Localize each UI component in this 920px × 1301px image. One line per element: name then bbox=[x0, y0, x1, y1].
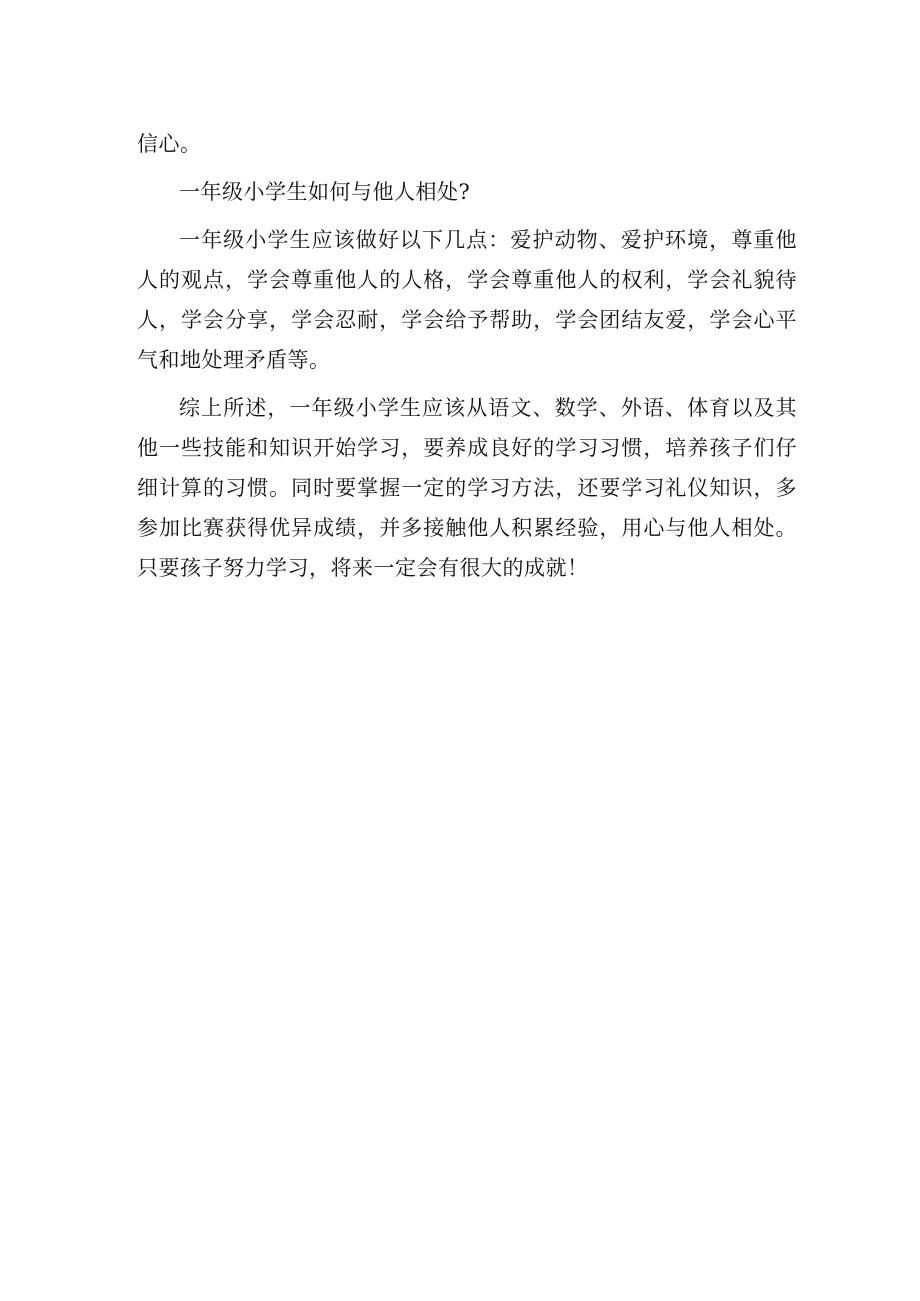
continued-paragraph: 信心。 bbox=[137, 132, 202, 156]
document-body bbox=[137, 124, 797, 596]
conclusion-paragraph: 综上所述，一年级小学生应该从语文、数学、外语、体育以及其他一些技能和知识开始学习，要养成良好的学习习惯，培养孩子们仔细计算的习惯。同时要掌握一定的学习方法，还要学习礼仪知识，多参加比赛获得优异成绩，并多接触他人积累经验，用心与他人相处。只要孩子努力学习，将来一定会有很大的成就！ bbox=[137, 396, 797, 580]
body-paragraph: 一年级小学生应该做好以下几点：爱护动物、爱护环境，尊重他人的观点，学会尊重他人的人格，学会尊重他人的权利，学会礼貌待人，学会分享，学会忍耐，学会给予帮助，学会团结友爱，学会心平气和地处理矛盾等。 bbox=[137, 228, 797, 372]
section-heading: 一年级小学生如何与他人相处? bbox=[179, 180, 471, 204]
